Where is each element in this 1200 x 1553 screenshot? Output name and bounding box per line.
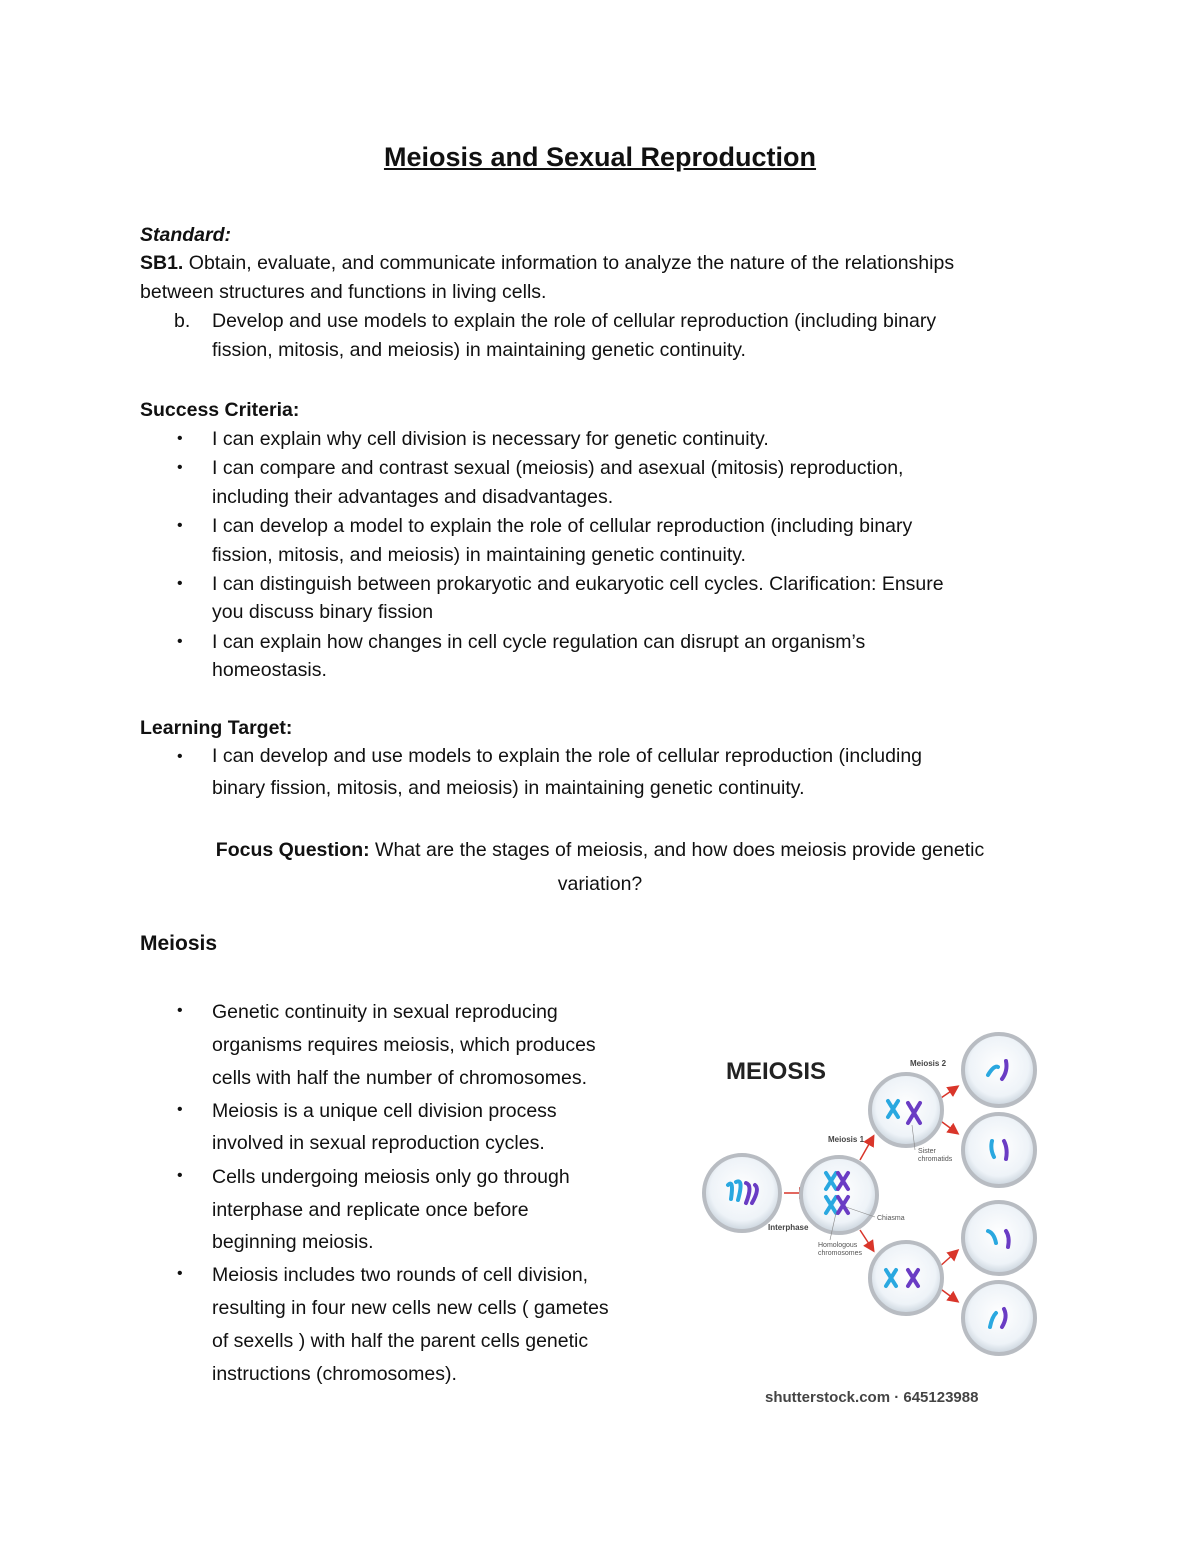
meiosis-item-4-line-2: resulting in four new cells new cells ( gametes (212, 1297, 609, 1319)
success-criteria-item-2-line-2: including their advantages and disadvantages. (212, 486, 614, 508)
meiosis-item-4-line-4: instructions (chromosomes). (212, 1363, 457, 1385)
meiosis1-label: Meiosis 1 (828, 1135, 865, 1144)
success-criteria-item-5-line-2: homeostasis. (212, 659, 327, 681)
meiosis-item-1-line-3: cells with half the number of chromosomes. (212, 1067, 587, 1089)
meiosis1-daughter-cell-top (870, 1074, 942, 1146)
learning-target-heading: Learning Target: (140, 717, 293, 739)
standard-text-1: Obtain, evaluate, and communicate information to analyze the nature of the relationships (183, 252, 955, 274)
success-criteria-item-3-line-1: I can develop a model to explain the role of cellular reproduction (including binary (212, 515, 913, 537)
meiosis-diagram-svg (700, 1025, 1045, 1410)
success-criteria-item-4-line-1: I can distinguish between prokaryotic and eukaryotic cell cycles. Clarification: Ensure (212, 573, 944, 595)
meiosis1-daughter-cell-bottom (870, 1242, 942, 1314)
bullet-icon: • (177, 517, 183, 534)
meiosis-item-1-line-1: Genetic continuity in sexual reproducing (212, 1001, 558, 1023)
standard-code: SB1. (140, 252, 184, 274)
bullet-icon: • (177, 1265, 183, 1282)
success-criteria-item-5-line-1: I can explain how changes in cell cycle regulation can disrupt an organism’s (212, 631, 866, 653)
bullet-icon: • (177, 633, 183, 650)
success-criteria-heading: Success Criteria: (140, 399, 300, 421)
meiosis-item-1-line-2: organisms requires meiosis, which produces (212, 1034, 596, 1056)
meiosis-item-4-line-1: Meiosis includes two rounds of cell division, (212, 1264, 589, 1286)
success-criteria-item-3-line-2: fission, mitosis, and meiosis) in maintaining genetic continuity. (212, 544, 746, 566)
bullet-icon: • (177, 459, 183, 476)
success-criteria-item-2-line-1: I can compare and contrast sexual (meiosis) and asexual (mitosis) reproduction, (212, 457, 904, 479)
focus-question-line-1 (140, 833, 1060, 867)
meiosis-item-2-line-1: Meiosis is a unique cell division process (212, 1100, 557, 1122)
meiosis-diagram (700, 1025, 1045, 1410)
standard-item-line-1: Develop and use models to explain the role of cellular reproduction (including binary (212, 310, 937, 332)
focus-question-line-2: variation? (557, 873, 643, 895)
success-criteria-item-1: I can explain why cell division is necessary for genetic continuity. (212, 428, 769, 450)
focus-question-text-1: What are the stages of meiosis, and how does meiosis provide genetic (369, 839, 985, 861)
meiosis-item-3-line-1: Cells undergoing meiosis only go through (212, 1166, 570, 1188)
bullet-icon: • (177, 748, 183, 765)
arrow-icon (860, 1230, 873, 1250)
gamete-cell-1 (963, 1034, 1035, 1106)
gamete-cell-4 (963, 1282, 1035, 1354)
sister-chromatids-label-2: chromatids (918, 1156, 953, 1163)
success-criteria-item-4-line-2: you discuss binary fission (212, 601, 434, 623)
standard-item-marker: b. (174, 310, 191, 332)
focus-question-label: Focus Question: (215, 839, 370, 861)
bullet-icon: • (177, 1002, 183, 1019)
meiosis-item-4-line-3: of sexells ) with half the parent cells genetic (212, 1330, 589, 1352)
standard-label: Standard: (140, 224, 232, 246)
meiosis1-cell (801, 1157, 877, 1233)
sister-chromatids-label-1: Sister (918, 1148, 936, 1155)
bullet-icon: • (177, 430, 183, 447)
standard-line-1 (140, 249, 954, 278)
figure-title: MEIOSIS (726, 1058, 827, 1085)
learning-target-item-line-1: I can develop and use models to explain the role of cellular reproduction (including (212, 745, 923, 767)
interphase-cell (704, 1155, 780, 1231)
interphase-label: Interphase (768, 1223, 809, 1232)
learning-target-item-line-2: binary fission, mitosis, and meiosis) in maintaining genetic continuity. (212, 777, 805, 799)
meiosis2-label: Meiosis 2 (910, 1059, 947, 1068)
chiasma-label: Chiasma (877, 1215, 905, 1222)
watermark-text: shutterstock.com · 645123988 (765, 1389, 979, 1406)
meiosis-item-3-line-3: beginning meiosis. (212, 1231, 374, 1253)
page-title: Meiosis and Sexual Reproduction (383, 142, 817, 172)
meiosis-item-3-line-2: interphase and replicate once before (212, 1199, 529, 1221)
standard-text-2: between structures and functions in living cells. (140, 281, 547, 303)
bullet-icon: • (177, 1167, 183, 1184)
gamete-cell-3 (963, 1202, 1035, 1274)
meiosis-item-2-line-2: involved in sexual reproduction cycles. (212, 1132, 545, 1154)
bullet-icon: • (177, 575, 183, 592)
homologous-label-2: chromosomes (818, 1250, 862, 1257)
meiosis-heading: Meiosis (140, 932, 218, 955)
standard-item-line-2: fission, mitosis, and meiosis) in maintaining genetic continuity. (212, 339, 746, 361)
homologous-label-1: Homologous (818, 1242, 858, 1249)
gamete-cell-2 (963, 1114, 1035, 1186)
bullet-icon: • (177, 1101, 183, 1118)
